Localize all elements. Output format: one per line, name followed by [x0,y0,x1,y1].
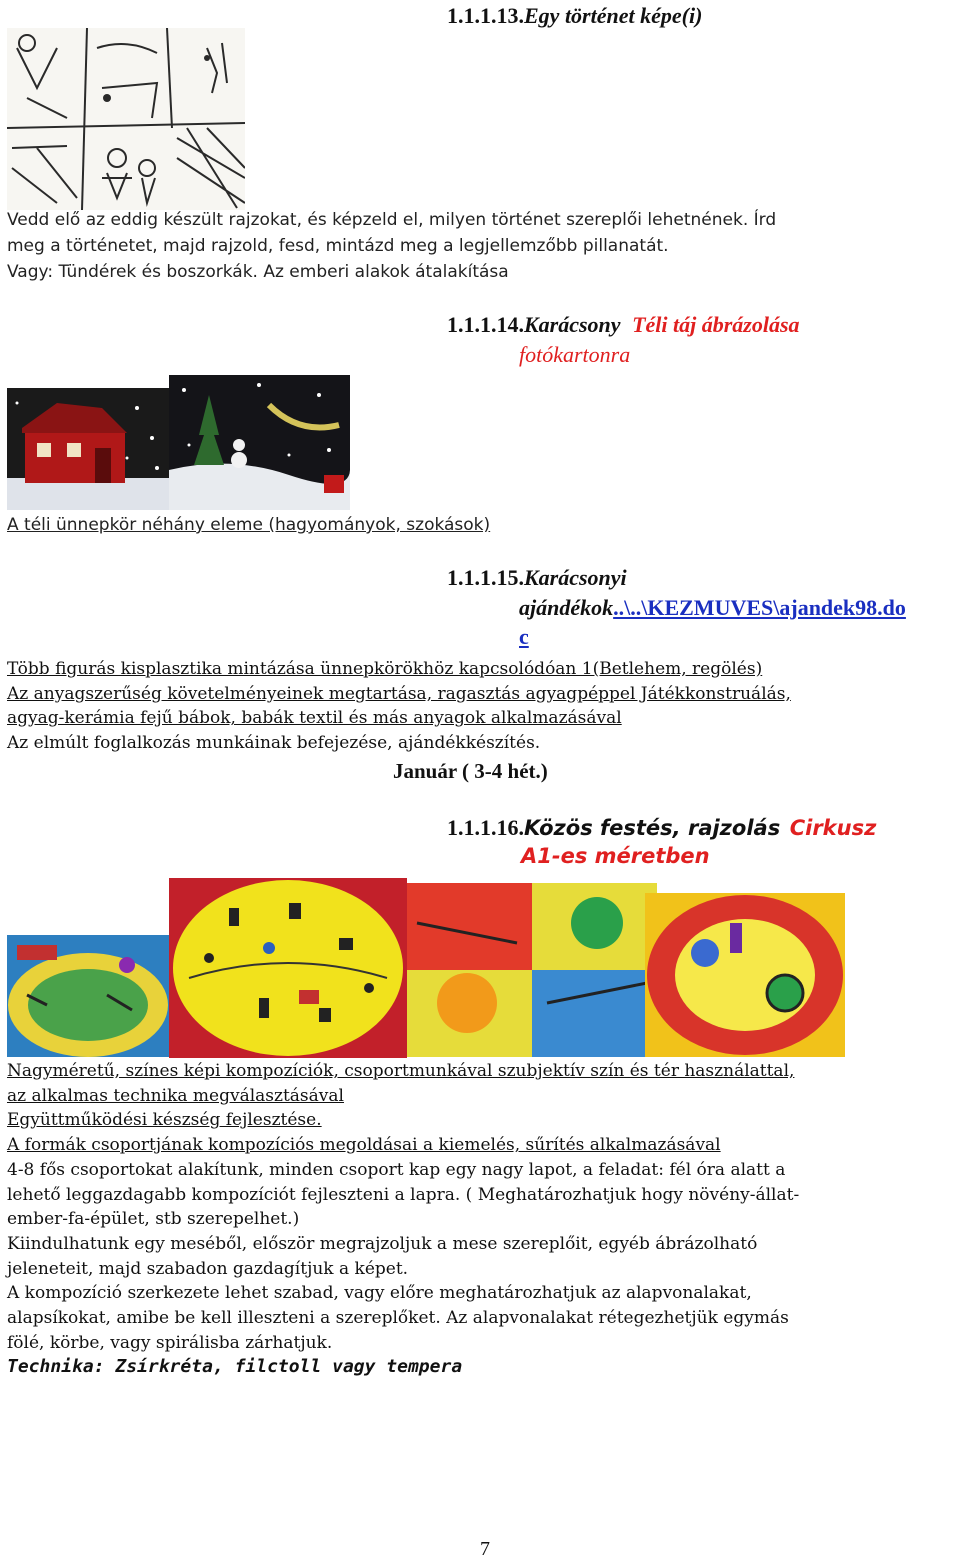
section-14-caption: A téli ünnepkör néhány eleme (hagyományok, szokások) [7,515,491,535]
page-number: 7 [480,1538,490,1560]
section-15-title-cont: ajándékok [519,595,614,620]
circus-painting-left [7,935,169,1057]
section-16-line: Együttműködési készség fejlesztése. [7,1110,322,1131]
section-16-title: Közös festés, rajzolás [524,816,781,840]
section-13-number: 1.1.1.13. [447,3,524,28]
winter-house-drawing [7,388,169,510]
technique-line: Technika: Zsírkréta, filctoll vagy tempera [7,1356,463,1378]
section-15-line: agyag-kerámia fejű bábok, babák textil és más anyagok alkalmazásával [7,708,622,729]
section-16-title-circus: Cirkusz [789,816,877,840]
section-16-line: fölé, körbe, vagy spirálisba zárhatjuk. [7,1332,333,1353]
section-13-title: Egy történet képe(i) [524,3,703,28]
section-13-line: Vagy: Tündérek és boszorkák. Az emberi alakok átalakítása [7,262,509,282]
ajandek-doc-link[interactable]: ..\..\KEZMUVES\ajandek98.do [613,595,906,620]
circus-painting-right-a [407,883,657,1057]
section-13-body [7,207,957,285]
section-15-line: Az elmúlt foglalkozás munkáinak befejezése, ajándékkészítés. [7,733,541,754]
section-13-line: meg a történetet, majd rajzold, fesd, mintázd meg a legjellemzőbb pillanatát. [7,236,669,256]
section-15-line: Az anyagszerűség követelményeinek megtartása, ragasztás agyagpéppel Játékkonstruálás, [7,683,791,704]
winter-night-drawing [169,375,350,510]
section-13-line: Vedd elő az eddig készült rajzokat, és képzeld el, milyen történet szereplői lehetnének. Írd [7,210,777,230]
section-14-subtitle: Téli táj ábrázolása [632,312,800,337]
section-15-line: Több figurás kisplasztika mintázása ünnepkörökhöz kapcsolódóan 1(Betlehem, regölés) [7,659,763,679]
section-14-subtitle-cont: fotókartonra [519,342,631,367]
section-15-heading-cont [519,594,906,622]
section-16-line: jeleneteit, majd szabadon gazdagítjuk a képet. [7,1258,409,1279]
section-16-line: 4-8 fős csoportokat alakítunk, minden csoport kap egy nagy lapot, a feladat: fél óra alatt a [7,1159,786,1180]
month-label: Január ( 3-4 hét.) [393,759,548,783]
section-16-body [7,1059,957,1380]
section-15-body [7,657,957,756]
section-16-line: az alkalmas technika megválasztásával [7,1085,344,1106]
section-16-line: A formák csoportjának kompozíciós megoldásai a kiemelés, sűrítés alkalmazásával [7,1135,721,1156]
section-15-heading [447,564,627,592]
section-14-heading [447,311,800,339]
section-16-line: Kiindulhatunk egy meséből, először megrajzoljuk a mese szereplőit, egyéb ábrázolható [7,1233,758,1254]
section-16-subtitle: A1-es méretben [521,844,710,868]
section-16-heading [447,814,876,842]
circus-painting-right-b [645,893,845,1057]
section-16-line: lehető leggazdagabb kompozíciót fejleszteni a lapra. ( Meghatározhatjuk hogy növény-állat- [7,1184,800,1205]
section-13-heading [447,2,702,30]
section-14-number: 1.1.1.14. [447,312,524,337]
circus-painting-center [169,878,407,1058]
comic-strip-drawing [7,28,245,210]
section-16-line: A kompozíció szerkezete lehet szabad, vagy előre meghatározhatjuk az alapvonalakat, [7,1283,752,1304]
section-15-title: Karácsonyi [524,565,627,590]
section-16-number: 1.1.1.16. [447,815,524,840]
section-14-title: Karácsony [524,312,621,337]
section-16-line: Nagyméretű, színes képi kompozíciók, csoportmunkával szubjektív szín és tér használattal, [7,1061,795,1081]
section-16-line: alapsíkokat, amibe be kell illeszteni a szereplőket. Az alapvonalakat rétegezhetjük egymás [7,1308,789,1329]
section-16-line: ember-fa-épület, stb szerepelhet.) [7,1209,300,1230]
ajandek-doc-link-cont[interactable]: c [519,624,529,649]
section-15-number: 1.1.1.15. [447,565,524,590]
